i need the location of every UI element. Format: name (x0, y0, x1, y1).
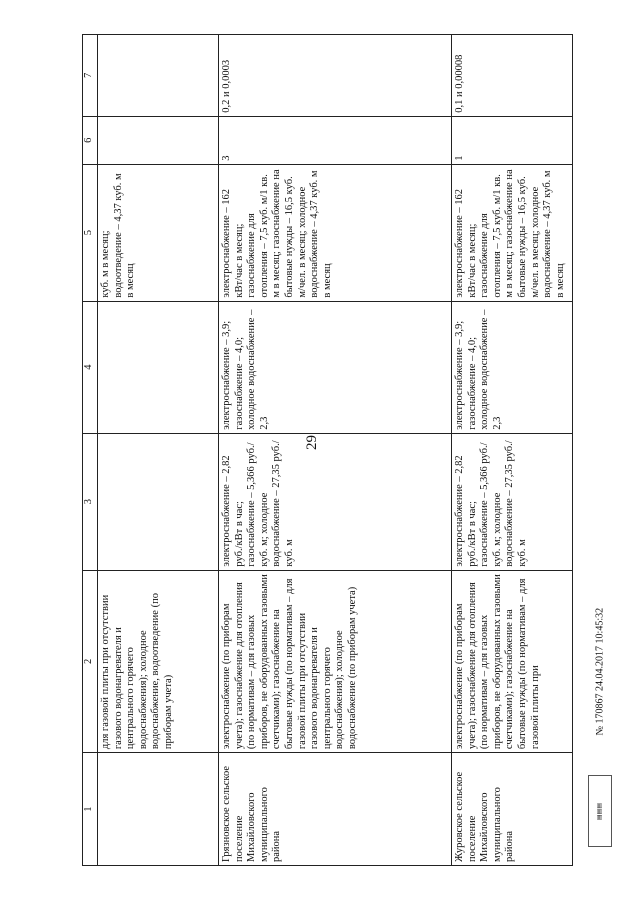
registration-stamp-icon: ▤▤▤ (588, 775, 612, 847)
settlement-cell: Журовское сельское поселение Михайловского муниципального района (452, 753, 573, 866)
tariffs-cell: электроснабжение – 2,82 руб./кВт в час; газоснабжение – 5,366 руб./куб. м; холодное водоснабжение – 27,35 руб./куб. м (219, 433, 452, 570)
share-cell: 0,2 и 0,0003 (219, 35, 452, 117)
settlement-cell (98, 753, 219, 866)
services-cell: электроснабжение (по приборам учета); газоснабжение для отопления (по нормативам – для газовых приборов, не оборудованных газовыми счетчиками); газоснабжение на бытовые нужды (по нормативам – для газовой плиты при (452, 570, 573, 753)
norms-cell: электроснабжение – 162 кВт/час в месяц; газоснабжение для отопления – 7,5 куб. м/1 кв. м в месяц; газоснабжение на бытовые нужды – 16,5 куб. м/чел. в месяц; холодное водоснабжение – 4,37 куб. м в месяц (219, 164, 452, 301)
norms-cell: электроснабжение – 162 кВт/час в месяц; газоснабжение для отопления – 7,5 куб. м/1 кв. м в месяц; газоснабжение на бытовые нужды – 16,5 куб. м/чел. в месяц; холодное водоснабжение – 4,37 куб. м в месяц (452, 164, 573, 301)
tariffs-cell: электроснабжение – 2,82 руб./кВт в час; газоснабжение – 5,366 руб./куб. м; холодное водоснабжение – 27,35 руб./куб. м (452, 433, 573, 570)
data-table (82, 34, 573, 866)
count-cell (98, 116, 219, 164)
count-cell: 3 (219, 116, 452, 164)
header-col-5: 5 (83, 164, 98, 301)
page-number: 29 (304, 435, 320, 450)
services-cell: для газовой плиты при отсутствии газового водонагревателя и центрального горячего водоснабжения); холодное водоснабжение, водоотведение (по приборам учета) (98, 570, 219, 753)
header-col-3: 3 (83, 433, 98, 570)
services-cell: электроснабжение (по приборам учета); газоснабжение для отопления (по нормативам – для газовых приборов, не оборудованных газовыми счетчиками); газоснабжение на бытовые нужды (по нормативам – для газовой плиты при отсутствии газового водонагревателя и центрального горячего водоснабжения); холодное водоснабжение (по приборам учета) (219, 570, 452, 753)
settlement-cell: Грязновское сельское поселение Михайловского муниципального района (219, 753, 452, 866)
header-col-7: 7 (83, 35, 98, 117)
table-row (452, 35, 573, 866)
norms-cell: куб. м в месяц; водоотведение – 4,37 куб. м в месяц (98, 164, 219, 301)
header-col-4: 4 (83, 301, 98, 433)
header-col-1: 1 (83, 753, 98, 866)
header-col-6: 6 (83, 116, 98, 164)
share-cell (98, 35, 219, 117)
indices-cell (98, 301, 219, 433)
tariffs-cell (98, 433, 219, 570)
indices-cell: электроснабжение – 3,9; газоснабжение – 4,0; холодное водоснабжение – 2,3 (452, 301, 573, 433)
share-cell: 0,1 и 0,00008 (452, 35, 573, 117)
table-row (219, 35, 452, 866)
document-registration-number: № 170867 24.04.2017 10:45:32 (594, 607, 606, 736)
header-col-2: 2 (83, 570, 98, 753)
count-cell: 1 (452, 116, 573, 164)
indices-cell: электроснабжение – 3,9; газоснабжение – 4,0; холодное водоснабжение – 2,3 (219, 301, 452, 433)
table-row (98, 35, 219, 866)
table-header-row (83, 35, 98, 866)
rotated-table-wrapper (82, 34, 566, 866)
